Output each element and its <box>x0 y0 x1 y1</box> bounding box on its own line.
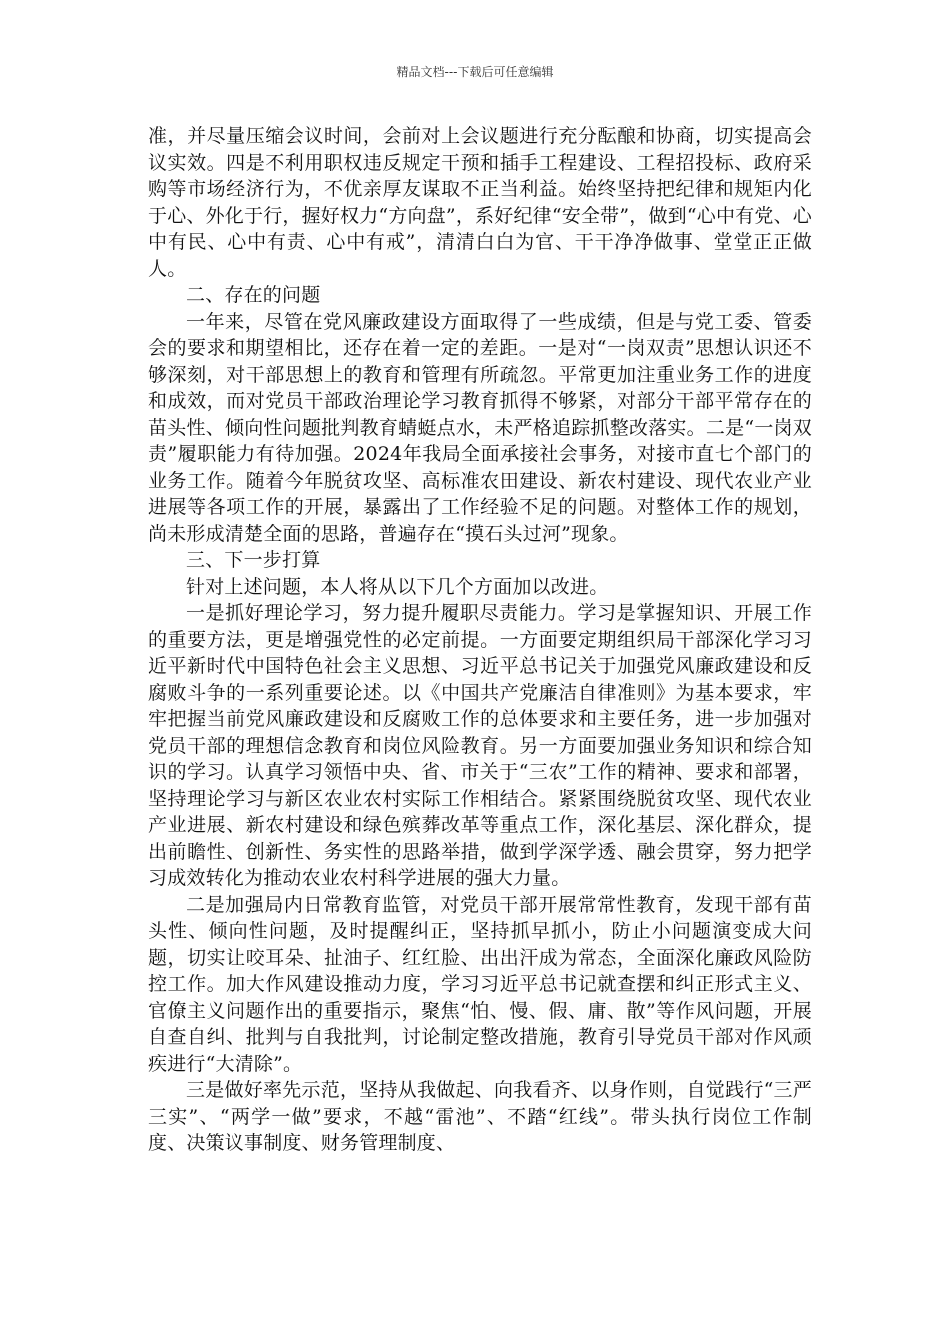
paragraph-theory-study: 一是抓好理论学习，努力提升履职尽责能力。学习是掌握知识、开展工作的重要方法，更是增强党性的必定前提。一方面要定期组织局干部深化学习习近平新时代中国特色社会主义思想、习近平总书记关于加强党风廉政建设和反腐败斗争的一系列重要论述。以《中国共产党廉洁自律准则》为基本要求，牢牢把握当前党风廉政建设和反腐败工作的总体要求和主要任务，进一步加强对党员干部的理想信念教育和岗位风险教育。另一方面要加强业务知识和综合知识的学习。认真学习领悟中央、省、市关于“三农”工作的精神、要求和部署，坚持理论学习与新区农业农村实际工作相结合。紧紧围绕脱贫攻坚、现代农业产业进展、新农村建设和绿色殡葬改革等重点工作，深化基层、深化群众，提出前瞻性、创新性、务实性的思路举措，做到学深学透、融会贯穿，努力把学习成效转化为推动农业农村科学进展的强大力量。 <box>148 602 812 889</box>
section-heading-next-steps: 三、下一步打算 <box>186 549 321 571</box>
paragraph-supervision: 二是加强局内日常教育监管，对党员干部开展常常性教育，发现干部有苗头性、倾向性问题，及时提醒纠正，坚持抓早抓小，防止小问题演变成大问题，切实让咬耳朵、扯油子、红红脸、出出汗成为常态，全面深化廉政风险防控工作。加大作风建设推动力度，学习习近平总书记就查摆和纠正形式主义、官僚主义问题作出的重要指示，聚焦“怕、慢、假、庸、散”等作风问题，开展自查自纠、批判与自我批判，讨论制定整改措施，教育引导党员干部对作风顽疾进行“大清除”。 <box>148 893 812 1075</box>
page-header: 精品文档---下载后可任意编辑 <box>396 65 554 79</box>
paragraph-continuation: 准，并尽量压缩会议时间，会前对上会议题进行充分酝酿和协商，切实提高会议实效。四是不利用职权违反规定干预和插手工程建设、工程招投标、政府采购等市场经济行为，不优亲厚友谋取不正当利益。始终坚持把纪律和规矩内化于心、外化于行，握好权力“方向盘”，系好纪律“安全带”，做到“心中有党、心中有民、心中有责、心中有戒”，清清白白为官、干干净净做事、堂堂正正做人。 <box>148 125 812 280</box>
section-heading-problems: 二、存在的问题 <box>186 284 321 306</box>
paragraph-lead-by-example: 三是做好率先示范，坚持从我做起、向我看齐、以身作则，自觉践行“三严三实”、“两学一做”要求，不越“雷池”、不踏“红线”。带头执行岗位工作制度、决策议事制度、财务管理制度、 <box>148 1079 812 1154</box>
document-body <box>148 123 812 1157</box>
paragraph-intro: 针对上述问题，本人将从以下几个方面加以改进。 <box>186 575 609 598</box>
paragraph-problems: 一年来，尽管在党风廉政建设方面取得了一些成绩，但是与党工委、管委会的要求和期望相比，还存在着一定的差距。一是对“一岗双责”思想认识还不够深刻，对干部思想上的教育和管理有所疏忽。平常更加注重业务工作的进度和成效，而对党员干部政治理论学习教育抓得不够紧，对部分干部平常存在的苗头性、倾向性问题批判教育蜻蜓点水，未严格追踪抓整改落实。二是“一岗双责”履职能力有待加强。2024年我局全面承接社会事务，对接市直七个部门的业务工作。随着今年脱贫攻坚、高标准农田建设、新农村建设、现代农业产业进展等各项工作的开展，暴露出了工作经验不足的问题。对整体工作的规划，尚未形成清楚全面的思路，普遍存在“摸石头过河”现象。 <box>148 310 812 545</box>
